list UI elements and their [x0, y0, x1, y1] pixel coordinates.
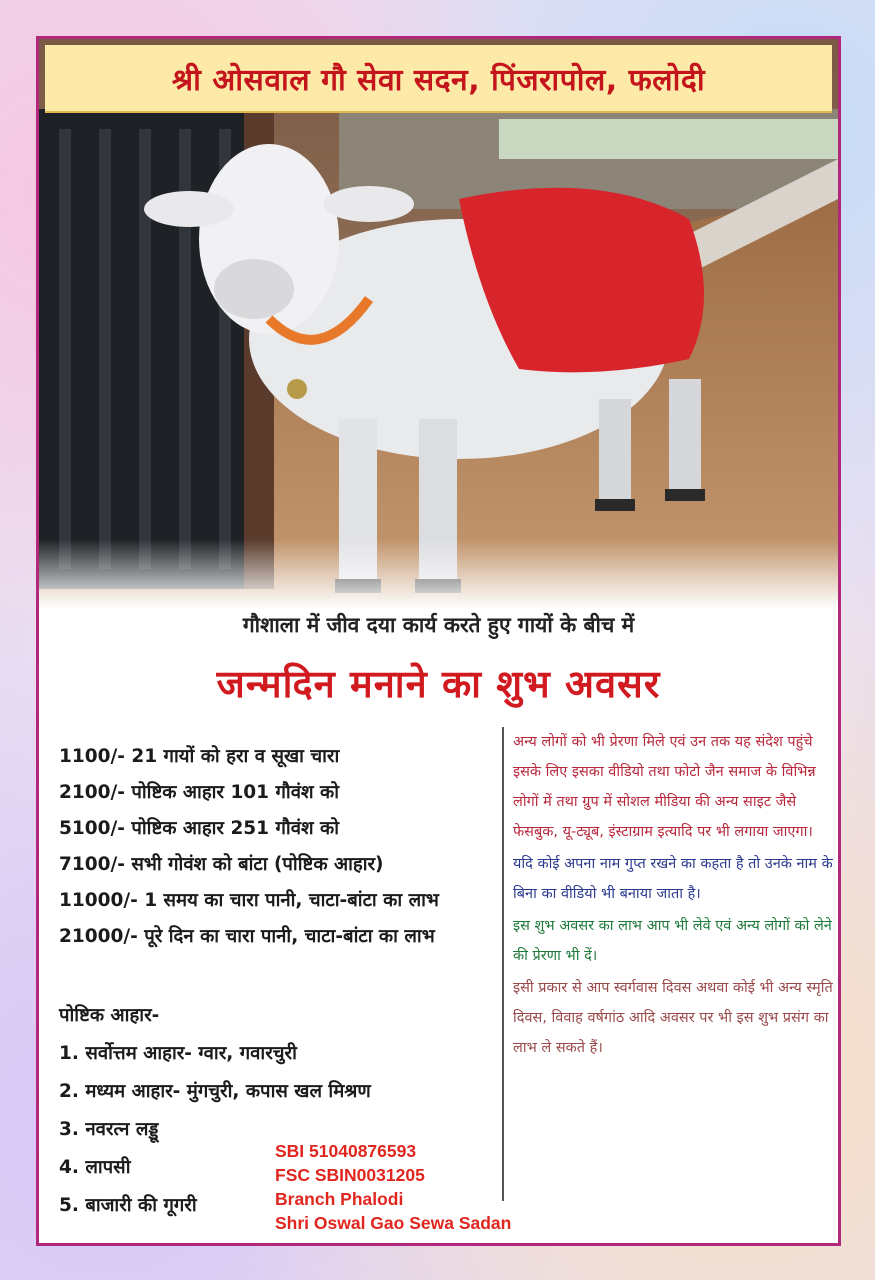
page-title: श्री ओसवाल गौ सेवा सदन, पिंजरापोल, फलोदी	[45, 45, 832, 113]
bank-ifsc: FSC SBIN0031205	[275, 1165, 425, 1185]
offer-item: 11000/- 1 समय का चारा पानी, चाटा-बांटा का लाभ	[59, 890, 439, 911]
bank-branch: Branch Phalodi	[275, 1189, 404, 1209]
diet-item: 4. लापसी	[59, 1157, 131, 1178]
offer-item: 7100/- सभी गोवंश को बांटा (पोष्टिक आहार)	[59, 854, 384, 875]
poster-card	[36, 36, 841, 1246]
note-other-occasions: इसी प्रकार से आप स्वर्गवास दिवस अथवा कोई भी अन्य स्मृति दिवस, विवाह वर्षगांठ आदि अवसर पर भी इस शुभ प्रसंग का लाभ ले सकते हैं।	[513, 980, 833, 1056]
offer-item: 5100/- पोष्टिक आहार 251 गौवंश को	[59, 818, 340, 839]
offer-list	[59, 739, 509, 955]
diet-item: 3. नवरत्न लड्डू	[59, 1119, 159, 1140]
diet-item: 2. मध्यम आहार- मुंगचुरी, कपास खल मिश्रण	[59, 1081, 371, 1102]
offer-item: 1100/- 21 गायों को हरा व सूखा चारा	[59, 746, 340, 767]
subtitle: गौशाला में जीव दया कार्य करते हुए गायों के बीच में	[242, 613, 635, 637]
notes-column	[513, 727, 833, 1063]
cow-photo	[39, 39, 838, 609]
diet-item: 5. बाजारी की गूगरी	[59, 1195, 197, 1216]
note-invite: इस शुभ अवसर का लाभ आप भी लेवे एवं अन्य लोगों को लेने की प्रेरणा भी दें।	[513, 918, 832, 964]
offer-item: 21000/- पूरे दिन का चारा पानी, चाटा-बांटा का लाभ	[59, 926, 435, 947]
note-social-media: अन्य लोगों को भी प्रेरणा मिले एवं उन तक यह संदेश पहुंचे इसके लिए इसका वीडियो तथा फोटो जैन समाज के विभिन्न लोगों में तथा ग्रुप में सोशल मीडिया की अन्य साइट जैसे फेसबुक, यू-ट्यूब, इंस्टाग्राम इत्यादि पर भी लगाया जाएगा।	[513, 734, 816, 840]
bank-details	[275, 1139, 535, 1235]
diet-title: पोष्टिक आहार-	[59, 1005, 160, 1026]
bank-account: SBI 51040876593	[275, 1141, 417, 1161]
diet-item: 1. सर्वोत्तम आहार- ग्वार, गवारचुरी	[59, 1043, 297, 1064]
bank-name: Shri Oswal Gao Sewa Sadan	[275, 1213, 512, 1233]
note-anonymous: यदि कोई अपना नाम गुप्त रखने का कहता है तो उनके नाम के बिना का वीडियो भी बनाया जाता है।	[513, 856, 833, 902]
column-divider	[502, 727, 504, 1201]
offer-item: 2100/- पोष्टिक आहार 101 गौवंश को	[59, 782, 340, 803]
headline: जन्मदिन मनाने का शुभ अवसर	[216, 662, 661, 706]
photo-fade	[39, 539, 838, 609]
